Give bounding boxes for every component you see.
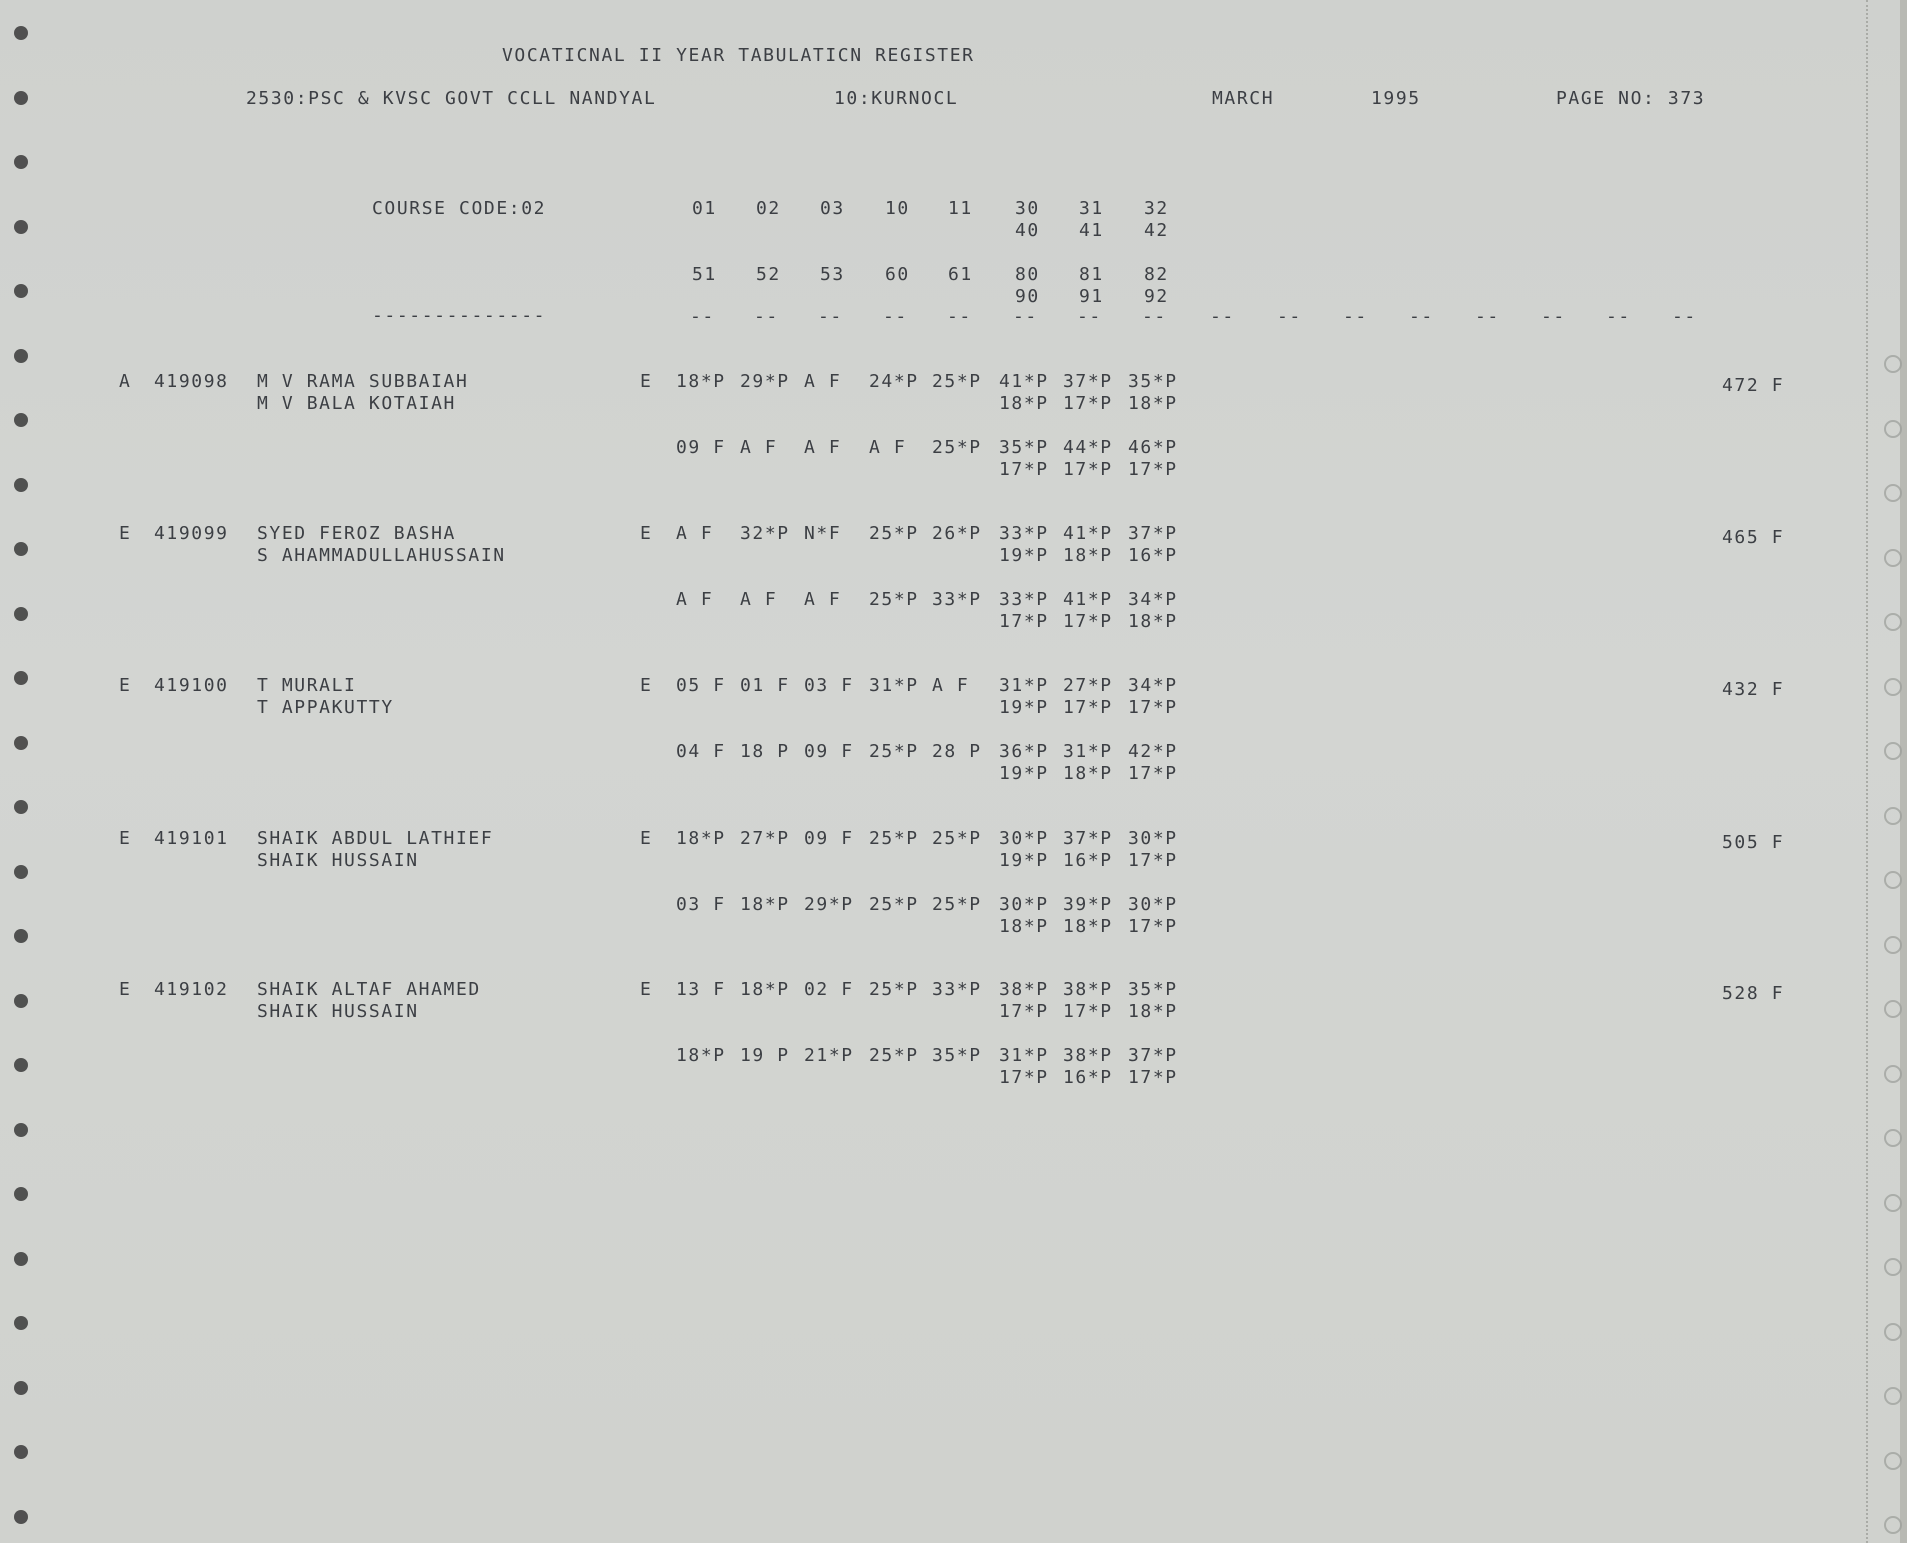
binder-hole bbox=[14, 1187, 28, 1201]
subject-code: 30 bbox=[1015, 198, 1040, 219]
column-separator: -- bbox=[1142, 306, 1167, 327]
tractor-hole bbox=[1884, 678, 1902, 696]
binder-hole bbox=[14, 542, 28, 556]
subject-mark: 37*P bbox=[1128, 1045, 1178, 1066]
subject-mark: 33*P bbox=[932, 589, 982, 610]
subject-code: 53 bbox=[820, 264, 845, 285]
subject-mark: 31*P bbox=[999, 675, 1049, 696]
subject-mark: 18*P bbox=[1128, 611, 1178, 632]
total-result: 465 F bbox=[1722, 527, 1785, 548]
subject-mark: 18 P bbox=[740, 741, 790, 762]
subject-mark: 35*P bbox=[932, 1045, 982, 1066]
subject-mark: 32*P bbox=[740, 523, 790, 544]
subject-mark: 18*P bbox=[1128, 1001, 1178, 1022]
right-perforation bbox=[1866, 0, 1870, 1543]
subject-code: 92 bbox=[1144, 286, 1169, 307]
subject-mark: 17*P bbox=[1128, 916, 1178, 937]
district-name: 10:KURNOCL bbox=[834, 88, 959, 109]
subject-mark: 03 F bbox=[804, 675, 854, 696]
father-name: M V BALA KOTAIAH bbox=[257, 393, 456, 414]
college-name: 2530:PSC & KVSC GOVT CCLL NANDYAL bbox=[246, 88, 657, 109]
binder-hole bbox=[14, 994, 28, 1008]
subject-mark: 18*P bbox=[999, 393, 1049, 414]
subject-mark: 27*P bbox=[740, 828, 790, 849]
subject-mark: 31*P bbox=[1063, 741, 1113, 762]
student-group: E bbox=[119, 979, 132, 1000]
binder-hole bbox=[14, 1316, 28, 1330]
tractor-hole bbox=[1884, 484, 1902, 502]
binder-hole bbox=[14, 671, 28, 685]
subject-mark: 30*P bbox=[999, 894, 1049, 915]
tractor-hole bbox=[1884, 1000, 1902, 1018]
total-result: 505 F bbox=[1722, 832, 1785, 853]
subject-code: 81 bbox=[1079, 264, 1104, 285]
subject-mark: 25*P bbox=[932, 437, 982, 458]
subject-mark: 18*P bbox=[1063, 763, 1113, 784]
tractor-hole bbox=[1884, 549, 1902, 567]
subject-mark: 21*P bbox=[804, 1045, 854, 1066]
subject-mark: 25*P bbox=[869, 979, 919, 1000]
binder-hole bbox=[14, 929, 28, 943]
subject-mark: A F bbox=[804, 437, 842, 458]
subject-code: 61 bbox=[948, 264, 973, 285]
subject-mark: 35*P bbox=[1128, 371, 1178, 392]
student-group: E bbox=[119, 523, 132, 544]
tractor-hole bbox=[1884, 1516, 1902, 1534]
subject-mark: 09 F bbox=[804, 741, 854, 762]
subject-mark: 25*P bbox=[869, 1045, 919, 1066]
father-name: S AHAMMADULLAHUSSAIN bbox=[257, 545, 506, 566]
subject-mark: 17*P bbox=[999, 459, 1049, 480]
subject-mark: 33*P bbox=[999, 523, 1049, 544]
subject-mark: 19*P bbox=[999, 763, 1049, 784]
subject-code: 11 bbox=[948, 198, 973, 219]
student-group: E bbox=[119, 828, 132, 849]
student-name: SHAIK ABDUL LATHIEF bbox=[257, 828, 494, 849]
subject-code: 03 bbox=[820, 198, 845, 219]
subject-code: 32 bbox=[1144, 198, 1169, 219]
tractor-hole bbox=[1884, 1194, 1902, 1212]
subject-mark: 25*P bbox=[869, 741, 919, 762]
subject-mark: 29*P bbox=[740, 371, 790, 392]
subject-mark: 25*P bbox=[932, 894, 982, 915]
tractor-hole bbox=[1884, 742, 1902, 760]
subject-mark: 28 P bbox=[932, 741, 982, 762]
subject-code: 40 bbox=[1015, 220, 1040, 241]
subject-code: 80 bbox=[1015, 264, 1040, 285]
subject-mark: 03 F bbox=[676, 894, 726, 915]
binder-hole bbox=[14, 800, 28, 814]
subject-mark: A F bbox=[676, 523, 714, 544]
subject-code: 10 bbox=[885, 198, 910, 219]
binder-hole bbox=[14, 607, 28, 621]
subject-code: 42 bbox=[1144, 220, 1169, 241]
binder-hole bbox=[14, 26, 28, 40]
binder-hole bbox=[14, 1445, 28, 1459]
subject-mark: 19*P bbox=[999, 697, 1049, 718]
binder-hole bbox=[14, 1381, 28, 1395]
subject-mark: 17*P bbox=[1128, 1067, 1178, 1088]
tractor-hole bbox=[1884, 1387, 1902, 1405]
subject-code: 52 bbox=[756, 264, 781, 285]
subject-mark: 37*P bbox=[1063, 828, 1113, 849]
medium-code: E bbox=[640, 523, 653, 544]
subject-mark: 37*P bbox=[1063, 371, 1113, 392]
subject-mark: 39*P bbox=[1063, 894, 1113, 915]
student-group: E bbox=[119, 675, 132, 696]
subject-mark: 16*P bbox=[1128, 545, 1178, 566]
roll-number: 419100 bbox=[154, 675, 229, 696]
subject-mark: A F bbox=[932, 675, 970, 696]
subject-mark: 18*P bbox=[1063, 916, 1113, 937]
tractor-hole bbox=[1884, 420, 1902, 438]
subject-mark: 25*P bbox=[869, 828, 919, 849]
roll-number: 419101 bbox=[154, 828, 229, 849]
subject-mark: 34*P bbox=[1128, 589, 1178, 610]
column-separator: -- bbox=[754, 306, 779, 327]
student-name: M V RAMA SUBBAIAH bbox=[257, 371, 469, 392]
medium-code: E bbox=[640, 371, 653, 392]
subject-mark: 17*P bbox=[1063, 697, 1113, 718]
subject-mark: 27*P bbox=[1063, 675, 1113, 696]
subject-mark: 31*P bbox=[869, 675, 919, 696]
student-name: T MURALI bbox=[257, 675, 357, 696]
father-name: SHAIK HUSSAIN bbox=[257, 850, 419, 871]
binder-hole bbox=[14, 91, 28, 105]
course-code-label: COURSE CODE:02 bbox=[372, 198, 547, 219]
subject-mark: 31*P bbox=[999, 1045, 1049, 1066]
binder-hole bbox=[14, 413, 28, 427]
binder-hole bbox=[14, 478, 28, 492]
subject-mark: 41*P bbox=[1063, 523, 1113, 544]
medium-code: E bbox=[640, 979, 653, 1000]
subject-mark: 29*P bbox=[804, 894, 854, 915]
column-separator: -- bbox=[947, 306, 972, 327]
roll-number: 419099 bbox=[154, 523, 229, 544]
subject-mark: 19*P bbox=[999, 545, 1049, 566]
subject-mark: 18*P bbox=[740, 979, 790, 1000]
subject-code: 82 bbox=[1144, 264, 1169, 285]
subject-mark: 33*P bbox=[932, 979, 982, 1000]
roll-number: 419102 bbox=[154, 979, 229, 1000]
subject-mark: 17*P bbox=[1128, 697, 1178, 718]
subject-mark: 05 F bbox=[676, 675, 726, 696]
subject-mark: 18*P bbox=[676, 828, 726, 849]
subject-code: 60 bbox=[885, 264, 910, 285]
tractor-hole bbox=[1884, 355, 1902, 373]
binder-hole bbox=[14, 1058, 28, 1072]
subject-mark: 30*P bbox=[1128, 894, 1178, 915]
subject-mark: 24*P bbox=[869, 371, 919, 392]
subject-mark: 26*P bbox=[932, 523, 982, 544]
course-separator: -------------- bbox=[372, 305, 547, 326]
father-name: T APPAKUTTY bbox=[257, 697, 394, 718]
subject-code: 51 bbox=[692, 264, 717, 285]
binder-hole bbox=[14, 736, 28, 750]
binder-hole bbox=[14, 1123, 28, 1137]
exam-year: 1995 bbox=[1371, 88, 1421, 109]
subject-mark: A F bbox=[740, 589, 778, 610]
column-separator: -- bbox=[1409, 306, 1434, 327]
subject-mark: 16*P bbox=[1063, 1067, 1113, 1088]
student-group: A bbox=[119, 371, 132, 392]
subject-mark: 35*P bbox=[999, 437, 1049, 458]
tractor-hole bbox=[1884, 871, 1902, 889]
binder-hole bbox=[14, 284, 28, 298]
subject-mark: 38*P bbox=[1063, 979, 1113, 1000]
column-separator: -- bbox=[1672, 306, 1697, 327]
subject-mark: 18*P bbox=[676, 1045, 726, 1066]
subject-mark: 01 F bbox=[740, 675, 790, 696]
subject-mark: 17*P bbox=[1063, 1001, 1113, 1022]
subject-mark: 04 F bbox=[676, 741, 726, 762]
binder-hole bbox=[14, 1510, 28, 1524]
column-separator: -- bbox=[1343, 306, 1368, 327]
subject-mark: 17*P bbox=[999, 1067, 1049, 1088]
subject-code: 02 bbox=[756, 198, 781, 219]
tractor-hole bbox=[1884, 1129, 1902, 1147]
subject-mark: 36*P bbox=[999, 741, 1049, 762]
student-name: SHAIK ALTAF AHAMED bbox=[257, 979, 481, 1000]
total-result: 528 F bbox=[1722, 983, 1785, 1004]
subject-mark: 42*P bbox=[1128, 741, 1178, 762]
subject-mark: 41*P bbox=[999, 371, 1049, 392]
subject-mark: 25*P bbox=[869, 894, 919, 915]
column-separator: -- bbox=[1077, 306, 1102, 327]
subject-mark: 18*P bbox=[676, 371, 726, 392]
subject-mark: 18*P bbox=[1063, 545, 1113, 566]
subject-mark: 19 P bbox=[740, 1045, 790, 1066]
tractor-hole bbox=[1884, 1258, 1902, 1276]
subject-mark: 17*P bbox=[1128, 763, 1178, 784]
medium-code: E bbox=[640, 675, 653, 696]
subject-mark: 19*P bbox=[999, 850, 1049, 871]
column-separator: -- bbox=[690, 306, 715, 327]
subject-mark: 34*P bbox=[1128, 675, 1178, 696]
total-result: 432 F bbox=[1722, 679, 1785, 700]
column-separator: -- bbox=[1277, 306, 1302, 327]
subject-code: 90 bbox=[1015, 286, 1040, 307]
subject-mark: 02 F bbox=[804, 979, 854, 1000]
subject-mark: 18*P bbox=[999, 916, 1049, 937]
subject-mark: 17*P bbox=[1063, 393, 1113, 414]
subject-mark: 09 F bbox=[676, 437, 726, 458]
subject-mark: 09 F bbox=[804, 828, 854, 849]
subject-mark: 38*P bbox=[1063, 1045, 1113, 1066]
subject-mark: 30*P bbox=[1128, 828, 1178, 849]
tractor-hole bbox=[1884, 1452, 1902, 1470]
father-name: SHAIK HUSSAIN bbox=[257, 1001, 419, 1022]
binder-hole bbox=[14, 865, 28, 879]
subject-mark: 25*P bbox=[869, 523, 919, 544]
student-name: SYED FEROZ BASHA bbox=[257, 523, 456, 544]
subject-mark: 37*P bbox=[1128, 523, 1178, 544]
subject-mark: 17*P bbox=[999, 611, 1049, 632]
subject-mark: 13 F bbox=[676, 979, 726, 1000]
roll-number: 419098 bbox=[154, 371, 229, 392]
binder-hole bbox=[14, 1252, 28, 1266]
subject-mark: 41*P bbox=[1063, 589, 1113, 610]
subject-mark: A F bbox=[804, 371, 842, 392]
subject-mark: 17*P bbox=[999, 1001, 1049, 1022]
subject-code: 91 bbox=[1079, 286, 1104, 307]
column-separator: -- bbox=[883, 306, 908, 327]
tractor-hole bbox=[1884, 1065, 1902, 1083]
subject-mark: 17*P bbox=[1128, 459, 1178, 480]
subject-mark: 35*P bbox=[1128, 979, 1178, 1000]
subject-mark: 17*P bbox=[1063, 611, 1113, 632]
subject-code: 41 bbox=[1079, 220, 1104, 241]
subject-mark: 38*P bbox=[999, 979, 1049, 1000]
subject-mark: 33*P bbox=[999, 589, 1049, 610]
subject-mark: 25*P bbox=[932, 371, 982, 392]
column-separator: -- bbox=[818, 306, 843, 327]
subject-mark: 17*P bbox=[1063, 459, 1113, 480]
column-separator: -- bbox=[1013, 306, 1038, 327]
tractor-hole bbox=[1884, 936, 1902, 954]
subject-mark: 44*P bbox=[1063, 437, 1113, 458]
column-separator: -- bbox=[1210, 306, 1235, 327]
register-title: VOCATICNAL II YEAR TABULATICN REGISTER bbox=[502, 45, 975, 66]
subject-code: 31 bbox=[1079, 198, 1104, 219]
page-number: PAGE NO: 373 bbox=[1556, 88, 1706, 109]
subject-mark: 30*P bbox=[999, 828, 1049, 849]
subject-mark: A F bbox=[869, 437, 907, 458]
tractor-hole bbox=[1884, 1323, 1902, 1341]
medium-code: E bbox=[640, 828, 653, 849]
tractor-hole bbox=[1884, 807, 1902, 825]
binder-hole bbox=[14, 220, 28, 234]
total-result: 472 F bbox=[1722, 375, 1785, 396]
subject-mark: 25*P bbox=[869, 589, 919, 610]
subject-mark: 16*P bbox=[1063, 850, 1113, 871]
subject-mark: 18*P bbox=[740, 894, 790, 915]
binder-hole bbox=[14, 155, 28, 169]
column-separator: -- bbox=[1541, 306, 1566, 327]
tractor-hole bbox=[1884, 613, 1902, 631]
exam-month: MARCH bbox=[1212, 88, 1275, 109]
subject-mark: A F bbox=[804, 589, 842, 610]
subject-mark: 46*P bbox=[1128, 437, 1178, 458]
subject-mark: 18*P bbox=[1128, 393, 1178, 414]
subject-mark: 25*P bbox=[932, 828, 982, 849]
subject-code: 01 bbox=[692, 198, 717, 219]
subject-mark: 17*P bbox=[1128, 850, 1178, 871]
column-separator: -- bbox=[1475, 306, 1500, 327]
column-separator: -- bbox=[1606, 306, 1631, 327]
subject-mark: N*F bbox=[804, 523, 842, 544]
subject-mark: A F bbox=[740, 437, 778, 458]
subject-mark: A F bbox=[676, 589, 714, 610]
binder-hole bbox=[14, 349, 28, 363]
